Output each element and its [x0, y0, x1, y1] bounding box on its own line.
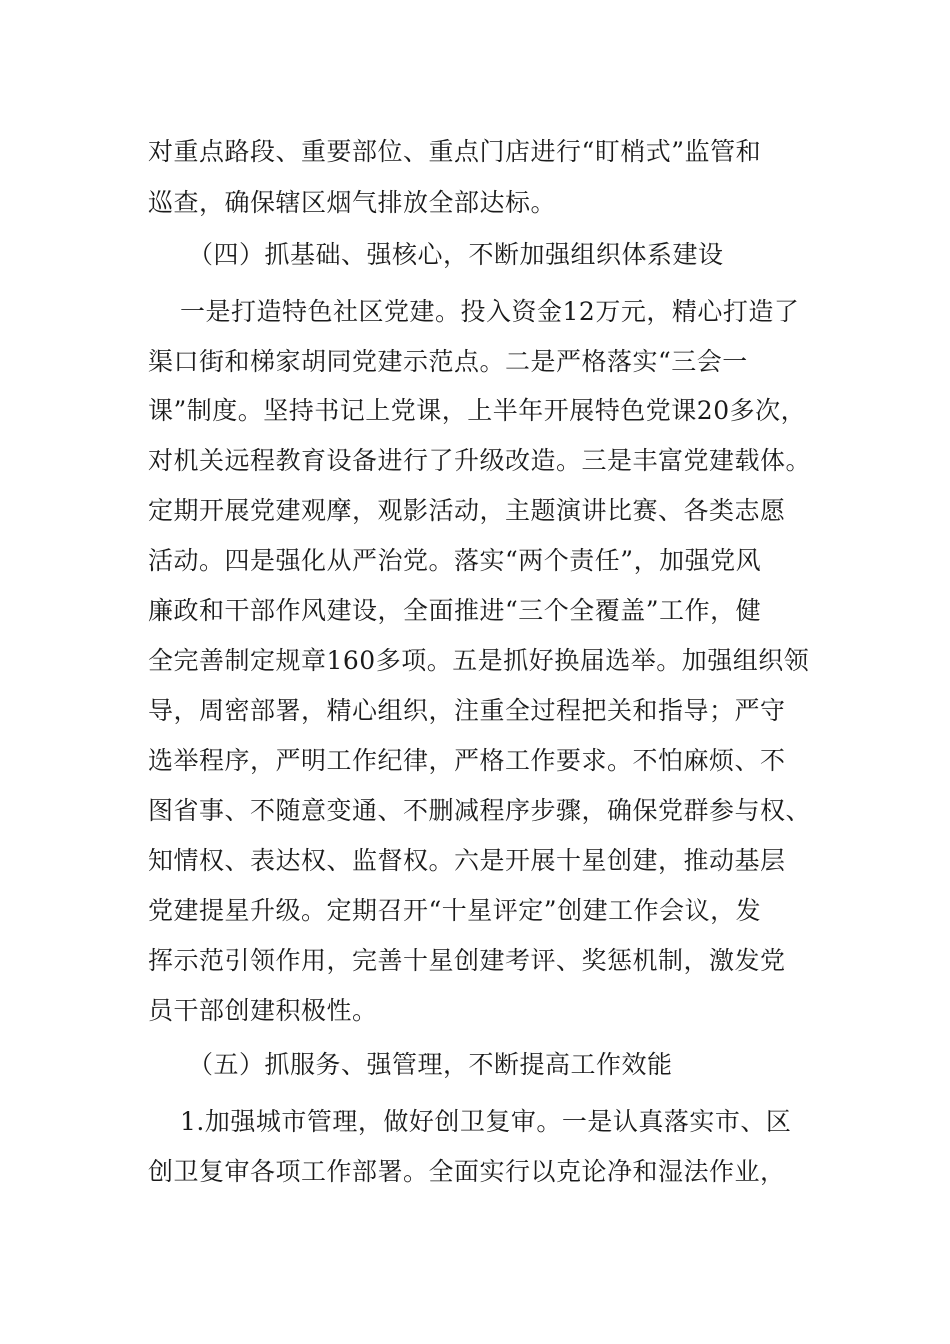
- text-line: 员干部创建积极性。: [148, 996, 378, 1025]
- text-line: 创卫复审各项工作部署。全面实行以克论净和湿法作业，: [148, 1157, 786, 1186]
- text-line: 课”制度。坚持书记上党课，上半年开展特色党课20多次，: [148, 396, 807, 425]
- text-line: 廉政和干部作风建设，全面推进“三个全覆盖”工作，健: [148, 596, 762, 625]
- text-line: 对重点路段、重要部位、重点门店进行“盯梢式”监管和: [148, 137, 762, 166]
- text-line: 渠口街和梯家胡同党建示范点。二是严格落实“三会一: [148, 347, 748, 376]
- text-line: 党建提星升级。定期召开“十星评定”创建工作会议，发: [148, 896, 762, 925]
- text-line: 巡查，确保辖区烟气排放全部达标。: [148, 188, 557, 217]
- paragraph-first-line: 一是打造特色社区党建。投入资金12万元，精心打造了: [180, 297, 800, 326]
- text-line: 选举程序，严明工作纪律，严格工作要求。不怕麻烦、不: [148, 746, 786, 775]
- text-line: 全完善制定规章160多项。五是抓好换届选举。加强组织领: [148, 646, 810, 675]
- text-line: 对机关远程教育设备进行了升级改造。三是丰富党建载体。: [148, 446, 812, 475]
- text-line: 活动。四是强化从严治党。落实“两个责任”，加强党风: [148, 546, 762, 575]
- paragraph-first-line: 1.加强城市管理，做好创卫复审。一是认真落实市、区: [180, 1107, 792, 1136]
- section-heading: （五）抓服务、强管理，不断提高工作效能: [188, 1050, 673, 1079]
- text-line: 图省事、不随意变通、不删减程序步骤，确保党群参与权、: [148, 796, 812, 825]
- text-line: 导，周密部署，精心组织，注重全过程把关和指导；严守: [148, 696, 786, 725]
- text-line: 定期开展党建观摩，观影活动，主题演讲比赛、各类志愿: [148, 496, 786, 525]
- section-heading: （四）抓基础、强核心，不断加强组织体系建设: [188, 240, 724, 269]
- text-line: 知情权、表达权、监督权。六是开展十星创建，推动基层: [148, 846, 786, 875]
- text-line: 挥示范引领作用，完善十星创建考评、奖惩机制，激发党: [148, 946, 786, 975]
